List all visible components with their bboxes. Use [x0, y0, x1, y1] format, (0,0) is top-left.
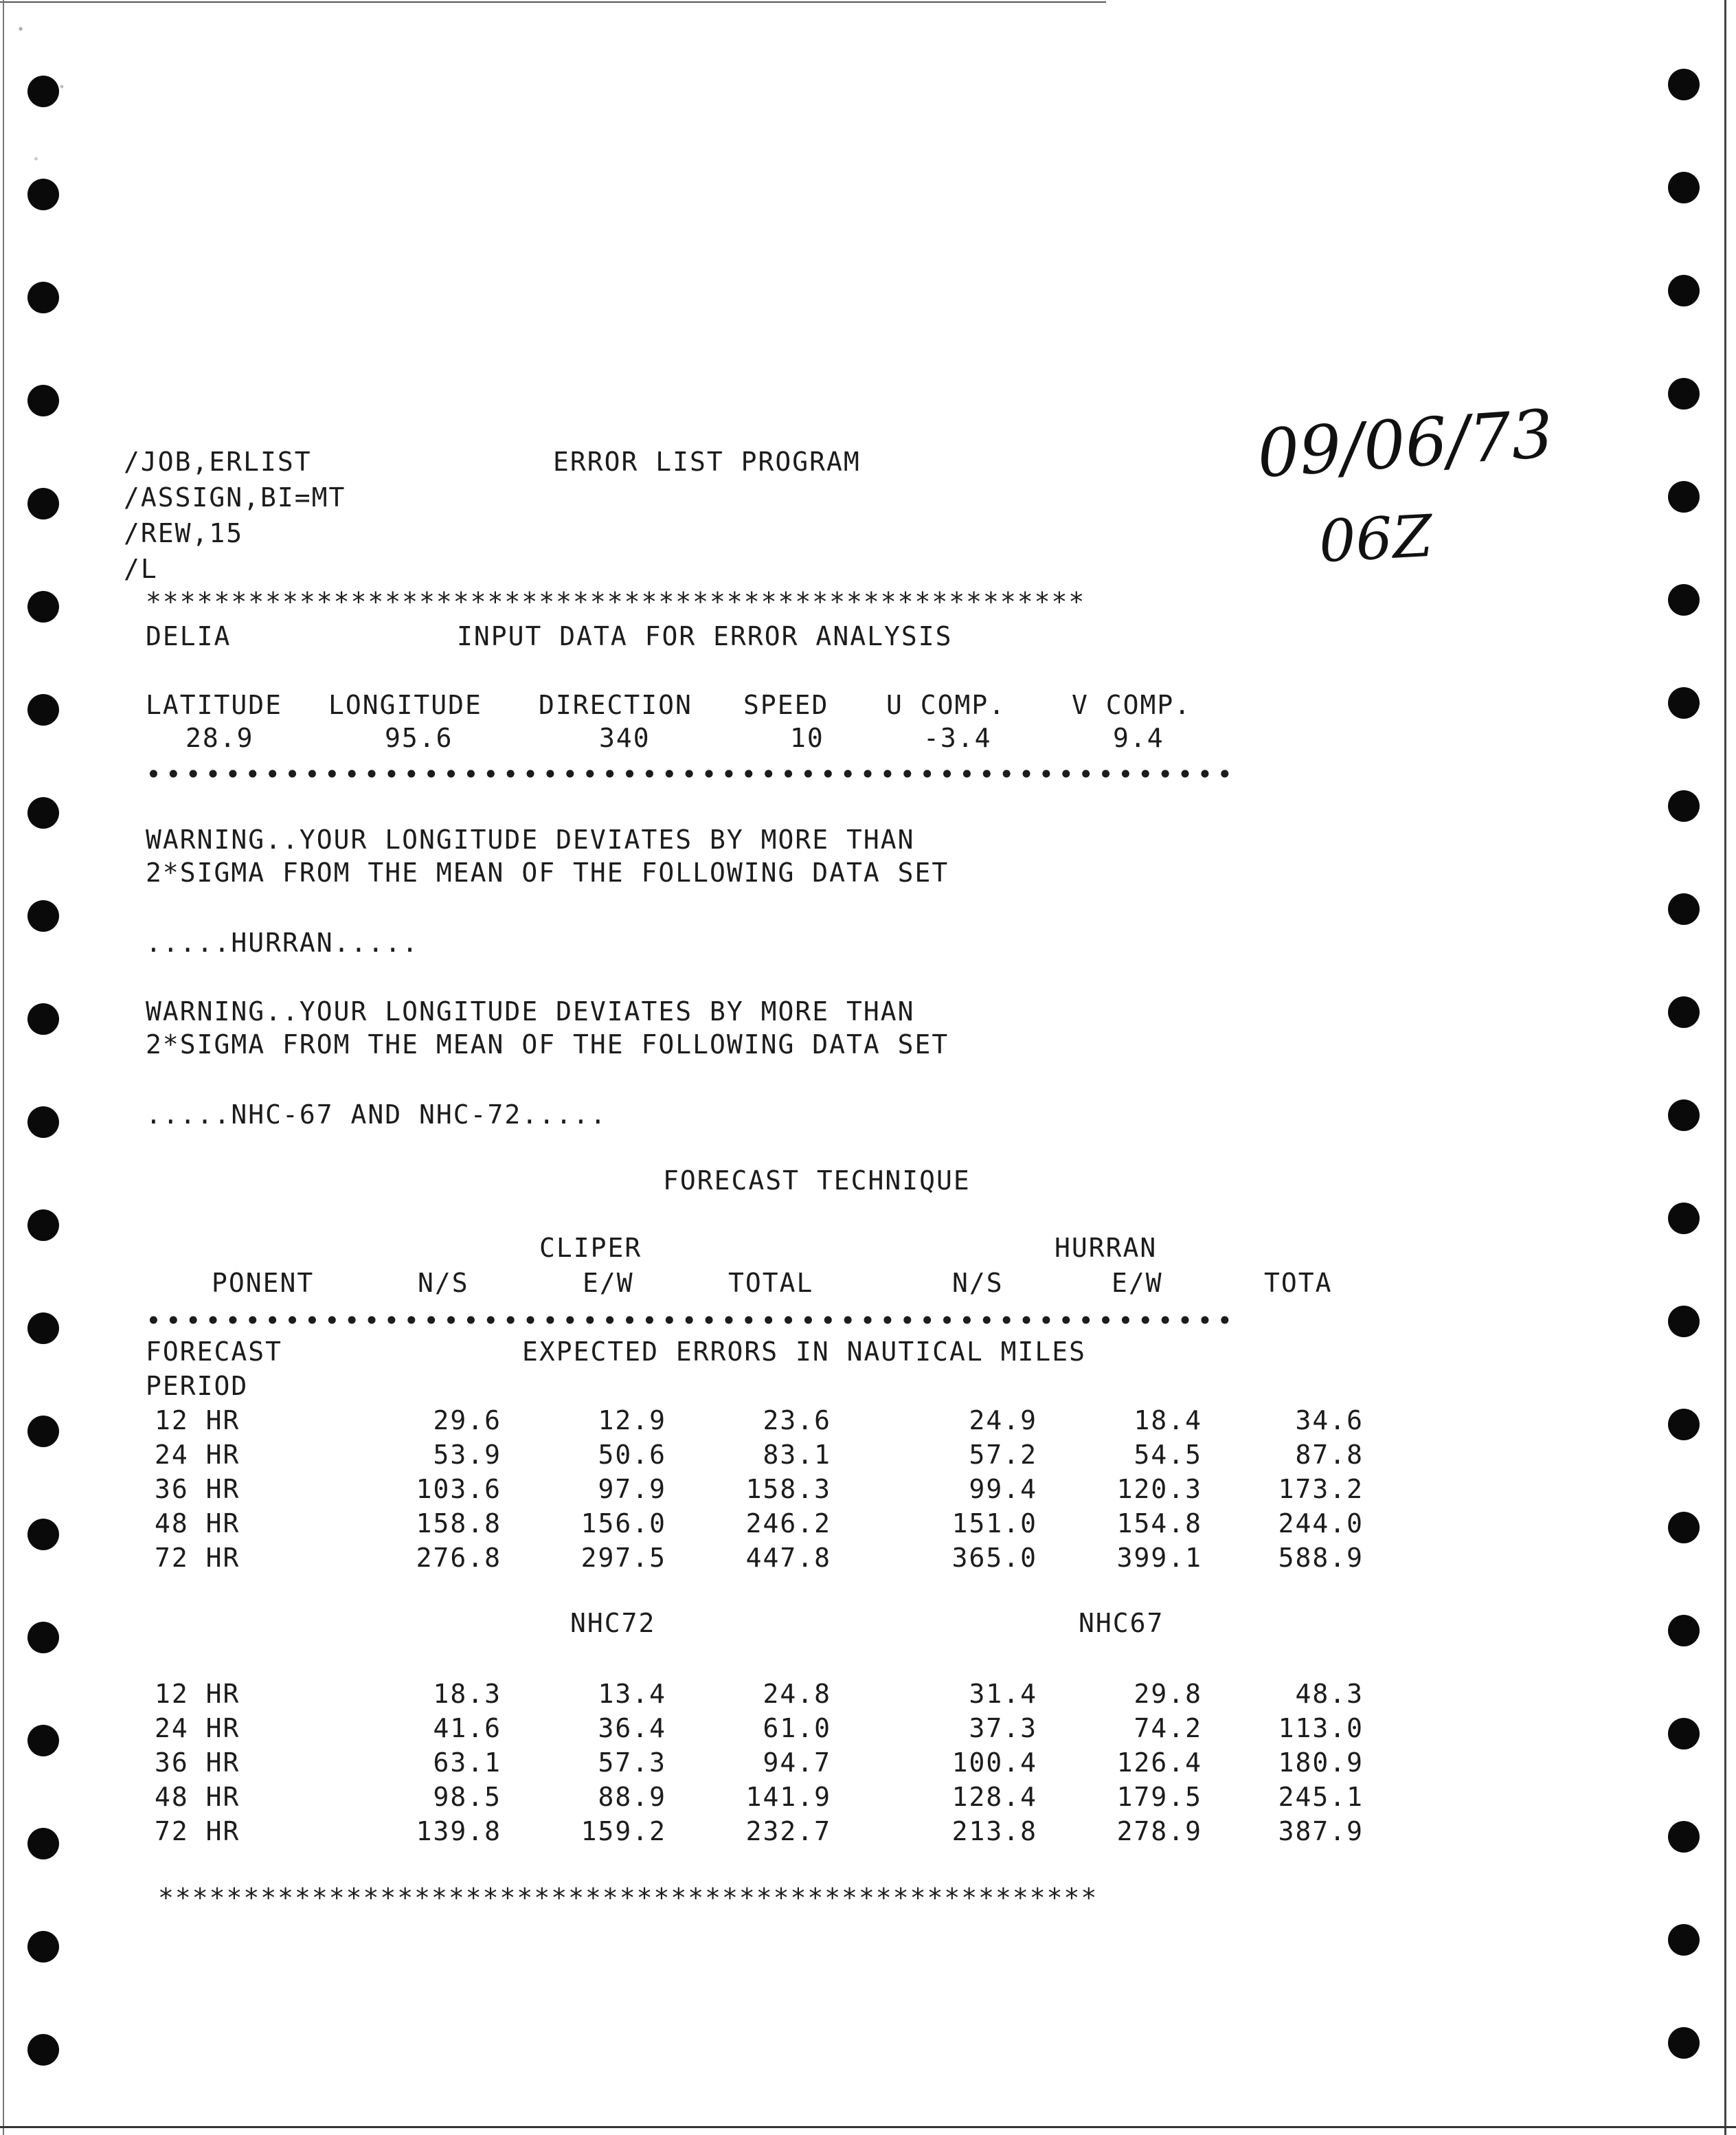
table-cell: 126.4	[1116, 1747, 1202, 1778]
feed-hole	[1668, 1203, 1700, 1234]
feed-hole	[27, 1519, 59, 1550]
table-cell: 18.4	[1134, 1405, 1202, 1435]
table-cell: 113.0	[1278, 1713, 1364, 1743]
table-cell: 12.9	[598, 1405, 666, 1435]
table-cell: 37.3	[969, 1713, 1037, 1743]
table-cell: 48.3	[1295, 1679, 1364, 1709]
table-cell: 246.2	[745, 1508, 831, 1539]
input-value-u-comp: -3.4	[923, 723, 992, 753]
table-cell: 154.8	[1116, 1508, 1202, 1539]
feed-hole	[1668, 1512, 1700, 1543]
job-line-3: /REW,15	[124, 518, 244, 548]
col-header-total-right: TOTA	[1264, 1268, 1333, 1298]
table-cell: 365.0	[951, 1543, 1037, 1573]
separator-stars-bottom: *******************************************************	[158, 1883, 1098, 1913]
separator-dots-1: •••••••••••••••••••••••••••••••••••••••••••••••••••••••	[146, 764, 1237, 785]
table-cell: 276.8	[416, 1543, 501, 1573]
col-header-ns-right: N/S	[952, 1268, 1004, 1298]
table-cell: 23.6	[763, 1405, 831, 1435]
table-cell: 61.0	[763, 1713, 831, 1743]
input-title: INPUT DATA FOR ERROR ANALYSIS	[457, 621, 953, 651]
feed-hole	[1668, 790, 1700, 822]
feed-hole	[1668, 996, 1700, 1028]
feed-hole	[1668, 1821, 1700, 1853]
feed-hole	[1668, 481, 1700, 513]
row-period: 48 HR	[155, 1508, 240, 1539]
feed-hole	[1668, 893, 1700, 925]
input-header-speed: SPEED	[743, 690, 829, 720]
table-cell: 53.9	[433, 1440, 501, 1470]
table-cell: 50.6	[598, 1440, 666, 1470]
separator-dots-2: •••••••••••••••••••••••••••••••••••••••••••••••••••••••	[146, 1310, 1237, 1331]
table-cell: 41.6	[433, 1713, 501, 1743]
table-cell: 244.0	[1278, 1508, 1364, 1539]
feed-hole	[1668, 1409, 1700, 1440]
table-cell: 158.3	[745, 1474, 831, 1504]
forecast-label: FORECAST	[146, 1337, 283, 1367]
table-cell: 128.4	[951, 1782, 1037, 1812]
table-cell: 297.5	[580, 1543, 666, 1573]
feed-hole	[27, 1106, 59, 1138]
feed-hole	[27, 1312, 59, 1344]
warning-2-line-1: WARNING..YOUR LONGITUDE DEVIATES BY MORE THAN	[146, 996, 915, 1027]
feed-hole	[1668, 2027, 1700, 2059]
table-cell: 399.1	[1116, 1543, 1202, 1573]
feed-hole	[27, 179, 59, 210]
forecast-section-title: FORECAST TECHNIQUE	[663, 1165, 971, 1196]
tractor-feed-holes-left	[27, 0, 69, 2135]
input-value-longitude: 95.6	[385, 723, 453, 753]
input-value-speed: 10	[790, 723, 824, 753]
table-cell: 83.1	[763, 1440, 831, 1470]
table-cell: 232.7	[745, 1816, 831, 1846]
col-header-total-left: TOTAL	[728, 1268, 814, 1298]
table-cell: 99.4	[969, 1474, 1037, 1504]
table-cell: 151.0	[951, 1508, 1037, 1539]
table-cell: 34.6	[1295, 1405, 1364, 1435]
input-header-direction: DIRECTION	[539, 690, 692, 720]
table-cell: 100.4	[951, 1747, 1037, 1778]
feed-hole	[27, 2034, 59, 2066]
table-cell: 245.1	[1278, 1782, 1364, 1812]
feed-hole	[27, 488, 59, 519]
feed-hole	[27, 76, 59, 107]
row-period: 36 HR	[155, 1747, 240, 1778]
job-line-2: /ASSIGN,BI=MT	[124, 482, 346, 513]
warning-1-dataset: .....HURRAN.....	[146, 928, 420, 958]
feed-hole	[1668, 378, 1700, 410]
table-cell: 18.3	[433, 1679, 501, 1709]
block-2-left-name: NHC72	[570, 1608, 656, 1638]
table-cell: 158.8	[416, 1508, 501, 1539]
table-cell: 98.5	[433, 1782, 501, 1812]
table-cell: 57.3	[598, 1747, 666, 1778]
feed-hole	[27, 694, 59, 726]
row-period: 36 HR	[155, 1474, 240, 1504]
block-1-left-name: CLIPER	[539, 1233, 642, 1263]
input-header-u-comp: U COMP.	[886, 690, 1006, 720]
table-cell: 24.9	[969, 1405, 1037, 1435]
handwritten-time: 06Z	[1317, 502, 1434, 576]
feed-hole	[1668, 172, 1700, 203]
table-cell: 54.5	[1134, 1440, 1202, 1470]
table-cell: 97.9	[598, 1474, 666, 1504]
table-cell: 74.2	[1134, 1713, 1202, 1743]
paper-bottom-edge	[0, 2126, 1736, 2128]
table-cell: 31.4	[969, 1679, 1037, 1709]
input-value-direction: 340	[599, 723, 651, 753]
table-cell: 159.2	[580, 1816, 666, 1846]
feed-hole	[27, 900, 59, 932]
table-cell: 36.4	[598, 1713, 666, 1743]
feed-hole	[1668, 687, 1700, 719]
table-cell: 213.8	[951, 1816, 1037, 1846]
feed-hole	[27, 797, 59, 829]
component-label: PONENT	[212, 1268, 315, 1298]
col-header-ew-right: E/W	[1112, 1268, 1163, 1298]
col-header-ns-left: N/S	[418, 1268, 469, 1298]
row-period: 72 HR	[155, 1816, 240, 1846]
paper-right-edge	[1724, 0, 1726, 2135]
paper-left-edge	[3, 0, 4, 2135]
feed-hole	[27, 1725, 59, 1756]
table-cell: 141.9	[745, 1782, 831, 1812]
job-line-4: /L	[124, 554, 158, 584]
feed-hole	[27, 1828, 59, 1859]
job-line-1: /JOB,ERLIST	[124, 447, 312, 477]
feed-hole	[27, 282, 59, 313]
table-cell: 63.1	[433, 1747, 501, 1778]
feed-hole	[27, 1416, 59, 1447]
table-cell: 94.7	[763, 1747, 831, 1778]
feed-hole	[27, 1209, 59, 1241]
table-cell: 120.3	[1116, 1474, 1202, 1504]
paper-top-edge	[0, 1, 1106, 3]
table-cell: 24.8	[763, 1679, 831, 1709]
table-cell: 179.5	[1116, 1782, 1202, 1812]
block-2-right-name: NHC67	[1079, 1608, 1164, 1638]
col-header-ew-left: E/W	[583, 1268, 634, 1298]
row-period: 24 HR	[155, 1440, 240, 1470]
warning-2-dataset: .....NHC-67 AND NHC-72.....	[146, 1099, 607, 1130]
block-1-right-name: HURRAN	[1055, 1233, 1158, 1263]
table-cell: 29.8	[1134, 1679, 1202, 1709]
table-cell: 13.4	[598, 1679, 666, 1709]
table-cell: 88.9	[598, 1782, 666, 1812]
row-period: 48 HR	[155, 1782, 240, 1812]
feed-hole	[1668, 69, 1700, 100]
table-cell: 87.8	[1295, 1440, 1364, 1470]
feed-hole	[27, 1931, 59, 1963]
feed-hole	[1668, 1718, 1700, 1750]
table-cell: 103.6	[416, 1474, 501, 1504]
feed-hole	[27, 591, 59, 623]
table-cell: 29.6	[433, 1405, 501, 1435]
row-period: 12 HR	[155, 1405, 240, 1435]
warning-1-line-2: 2*SIGMA FROM THE MEAN OF THE FOLLOWING DATA SET	[146, 858, 949, 888]
period-label: PERIOD	[146, 1371, 249, 1401]
storm-name: DELIA	[146, 621, 232, 651]
table-cell: 447.8	[745, 1543, 831, 1573]
input-value-v-comp: 9.4	[1113, 723, 1164, 753]
separator-stars-top: *******************************************************	[146, 587, 1086, 617]
handwritten-date: 09/06/73	[1254, 395, 1556, 493]
table-cell: 139.8	[416, 1816, 501, 1846]
feed-hole	[27, 385, 59, 416]
feed-hole	[1668, 1099, 1700, 1131]
tractor-feed-holes-right	[1668, 0, 1709, 2135]
table-cell: 180.9	[1278, 1747, 1364, 1778]
feed-hole	[1668, 1615, 1700, 1646]
input-header-latitude: LATITUDE	[146, 690, 283, 720]
row-period: 24 HR	[155, 1713, 240, 1743]
table-cell: 588.9	[1278, 1543, 1364, 1573]
input-header-v-comp: V COMP.	[1072, 690, 1192, 720]
feed-hole	[1668, 584, 1700, 616]
expected-errors-label: EXPECTED ERRORS IN NAUTICAL MILES	[522, 1337, 1086, 1367]
warning-1-line-1: WARNING..YOUR LONGITUDE DEVIATES BY MORE THAN	[146, 825, 915, 855]
feed-hole	[1668, 275, 1700, 306]
table-cell: 387.9	[1278, 1816, 1364, 1846]
warning-2-line-2: 2*SIGMA FROM THE MEAN OF THE FOLLOWING DATA SET	[146, 1029, 949, 1060]
feed-hole	[1668, 1306, 1700, 1337]
table-cell: 278.9	[1116, 1816, 1202, 1846]
feed-hole	[27, 1003, 59, 1035]
feed-hole	[27, 1622, 59, 1653]
input-value-latitude: 28.9	[185, 723, 254, 753]
feed-hole	[1668, 1924, 1700, 1956]
table-cell: 57.2	[969, 1440, 1037, 1470]
table-cell: 156.0	[580, 1508, 666, 1539]
table-cell: 173.2	[1278, 1474, 1364, 1504]
row-period: 72 HR	[155, 1543, 240, 1573]
program-title: ERROR LIST PROGRAM	[553, 447, 861, 477]
input-header-longitude: LONGITUDE	[328, 690, 482, 720]
row-period: 12 HR	[155, 1679, 240, 1709]
